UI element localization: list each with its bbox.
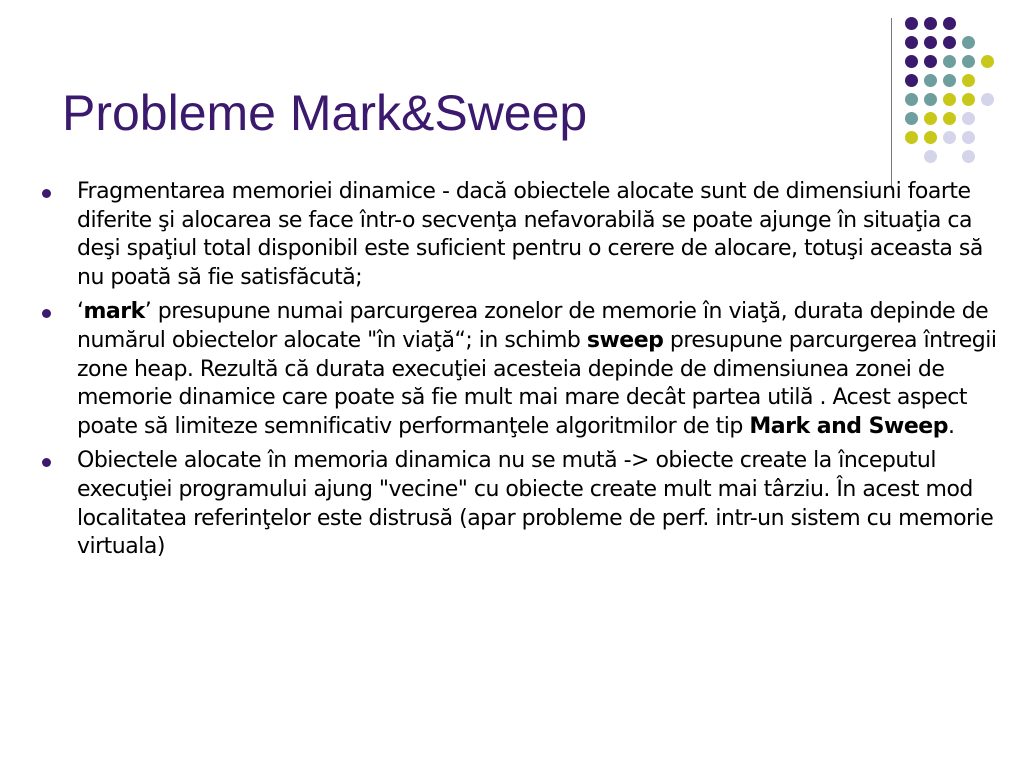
bold-term-mark-and-sweep: Mark and Sweep bbox=[749, 413, 948, 439]
text-run: ’ presupune numai parcurgerea zonelor de memorie în viaţă, durata depinde de numărul obiectelor alocate "în viaţă“; in schimb bbox=[77, 299, 989, 353]
text-run: ‘ bbox=[77, 299, 84, 325]
decorative-dot-yellow bbox=[962, 74, 975, 87]
decorative-dot-purple bbox=[924, 17, 937, 30]
decorative-dot-yellow bbox=[943, 93, 956, 106]
decorative-dot-purple bbox=[943, 36, 956, 49]
decorative-dot-yellow bbox=[962, 93, 975, 106]
decorative-dot-yellow bbox=[924, 112, 937, 125]
text-run: presupune parcurgerea întregii zone heap. Rezultă că durata execuţiei acesteia depinde de dimensiunea zonei de memorie dinamice care poate să fie mult mai mare decât partea utilă . Acest aspect poate să limiteze semnificativ performanţele algoritmilor de tip bbox=[77, 327, 997, 439]
decorative-dot-lavender bbox=[943, 131, 956, 144]
decorative-dot-yellow bbox=[981, 55, 994, 68]
decorative-dot-purple bbox=[943, 17, 956, 30]
bullet-text-fragmentation: Fragmentarea memoriei dinamice - dacă obiectele alocate sunt de dimensiuni foarte diferite şi alocarea se face într-o secvenţa nefavorabilă se poate ajunge în situaţia ca deşi spaţiul total disponibil este suficient pentru o cerere de alocare, totuşi aceasta să nu poată să fie satisfăcută; bbox=[77, 179, 983, 290]
decorative-dot-lavender bbox=[924, 150, 937, 163]
bullet-item-1 bbox=[42, 178, 997, 292]
decorative-dot-yellow bbox=[905, 131, 918, 144]
bullet-dot-icon bbox=[42, 189, 51, 198]
decorative-dot-purple bbox=[905, 55, 918, 68]
decorative-dot-lavender bbox=[981, 93, 994, 106]
decorative-dot-teal bbox=[924, 74, 937, 87]
decorative-dot-lavender bbox=[962, 150, 975, 163]
decorative-dot-teal bbox=[962, 36, 975, 49]
decorative-dot-purple bbox=[924, 36, 937, 49]
bullet-item-2 bbox=[42, 298, 997, 441]
decorative-dot-teal bbox=[943, 55, 956, 68]
decorative-dot-teal bbox=[905, 93, 918, 106]
bullet-dot-icon bbox=[42, 458, 51, 467]
bullet-dot-icon bbox=[42, 309, 51, 318]
decorative-dot-teal bbox=[924, 93, 937, 106]
decorative-dot-lavender bbox=[962, 131, 975, 144]
decorative-dot-teal bbox=[905, 112, 918, 125]
vertical-divider-line bbox=[891, 18, 892, 190]
decorative-dot-purple bbox=[924, 55, 937, 68]
decorative-dot-teal bbox=[962, 55, 975, 68]
decorative-dot-purple bbox=[905, 17, 918, 30]
bullet-item-3 bbox=[42, 447, 997, 561]
decorative-dot-yellow bbox=[924, 131, 937, 144]
decorative-dot-lavender bbox=[962, 112, 975, 125]
bold-term-mark: mark bbox=[83, 299, 145, 325]
bullet-list bbox=[42, 178, 997, 568]
decorative-dot-teal bbox=[943, 74, 956, 87]
bold-term-sweep: sweep bbox=[586, 327, 664, 353]
bullet-text-objects-not-moved: Obiectele alocate în memoria dinamica nu se mută -> obiecte create la începutul execuţiei programului ajung "vecine" cu obiecte create mult mai târziu. În acest mod localitatea referinţelor este distrusă (apar probleme de perf. intr-un sistem cu memorie virtuala) bbox=[77, 448, 994, 560]
slide-title: Probleme Mark&Sweep bbox=[62, 85, 588, 141]
decorative-dot-purple bbox=[905, 74, 918, 87]
decorative-dot-yellow bbox=[943, 112, 956, 125]
text-run: . bbox=[947, 413, 955, 439]
decorative-dot-purple bbox=[905, 36, 918, 49]
